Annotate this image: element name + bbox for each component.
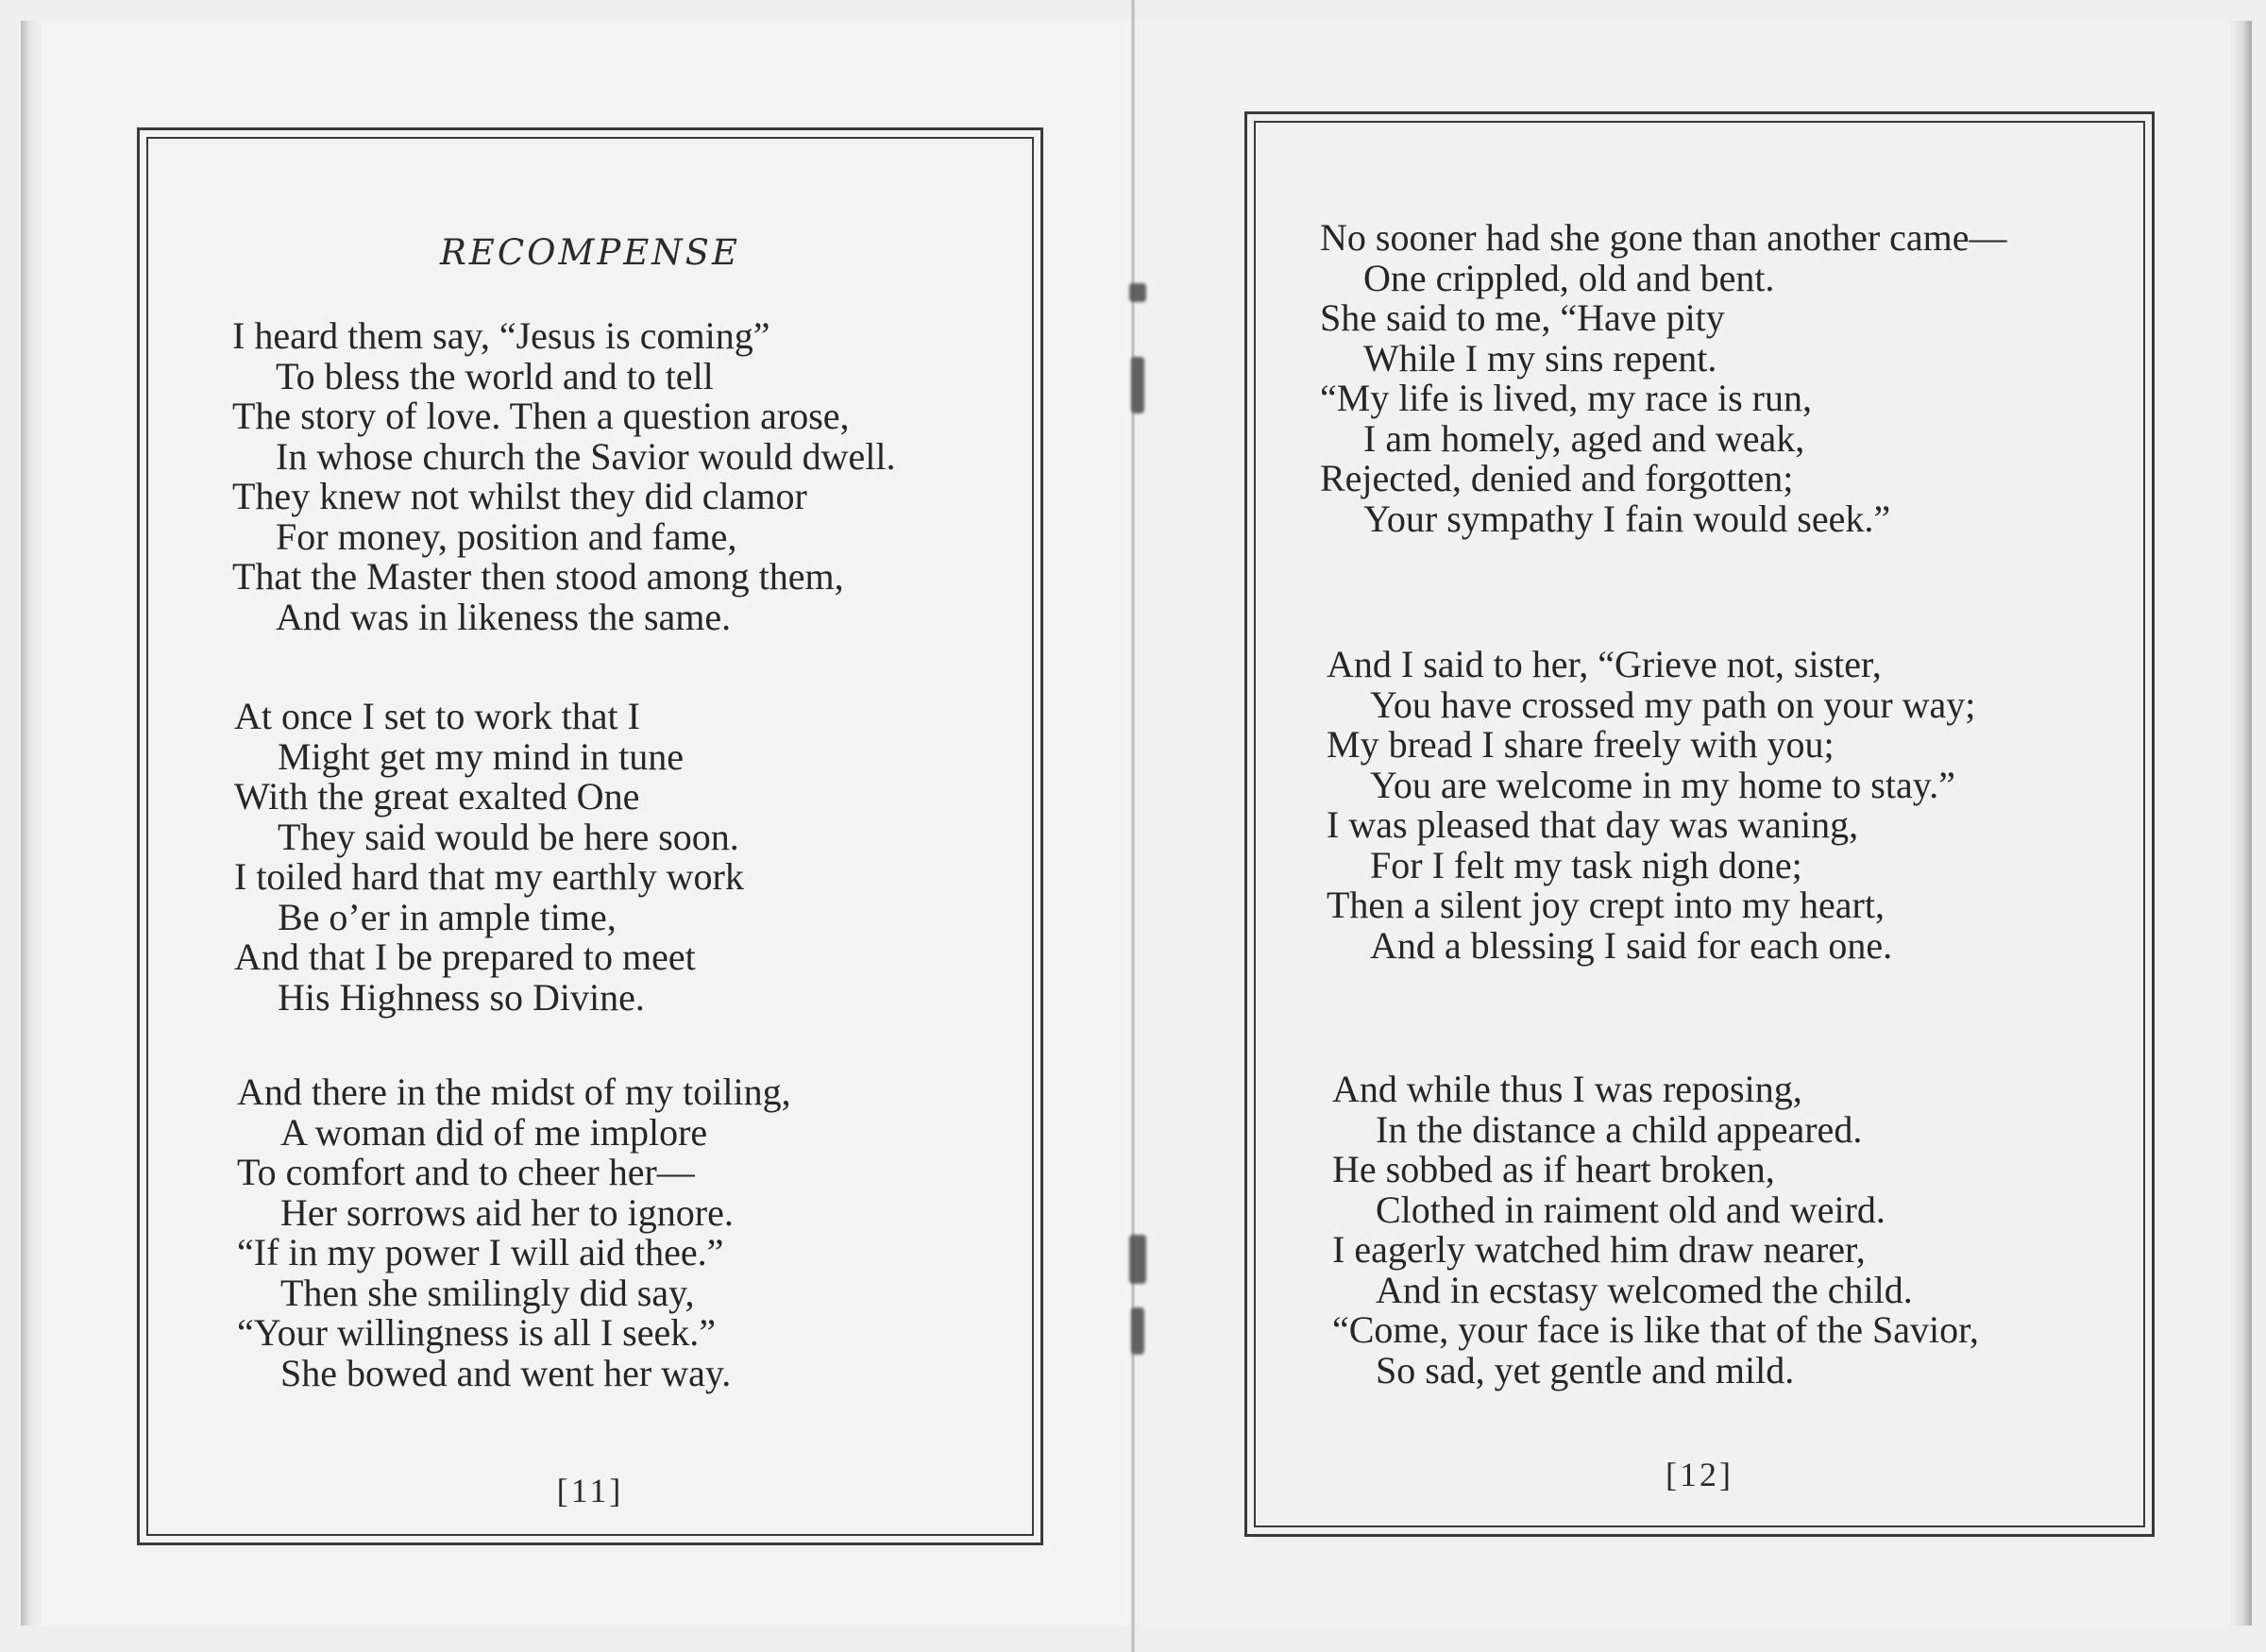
poem-line: To comfort and to cheer her— xyxy=(237,1151,695,1193)
poem-line: While I my sins repent. xyxy=(1363,336,1717,379)
poem-line: In the distance a child appeared. xyxy=(1376,1107,1863,1151)
poem-line: And that I be prepared to meet xyxy=(234,936,696,978)
poem-line: “Your willingness is all I seek.” xyxy=(237,1311,716,1354)
poem-line: I am homely, aged and weak, xyxy=(1363,416,1805,460)
right-page-edge xyxy=(2229,21,2252,1626)
poem-line: She bowed and went her way. xyxy=(280,1351,732,1394)
poem-line: I was pleased that day was waning, xyxy=(1327,803,1859,846)
left-stanza-3 xyxy=(237,1072,791,1393)
left-stanza-2 xyxy=(234,697,744,1018)
binding-mark-bottom xyxy=(1131,1307,1144,1355)
poem-line: At once I set to work that I xyxy=(234,695,640,737)
left-page-edge xyxy=(21,21,43,1626)
poem-line: “Come, your face is like that of the Savior, xyxy=(1332,1308,1979,1351)
poem-line: I toiled hard that my earthly work xyxy=(234,855,744,898)
poem-line: She said to me, “Have pity xyxy=(1320,296,1725,339)
binding-mark-top xyxy=(1129,283,1146,302)
poem-line: “If in my power I will aid thee.” xyxy=(237,1231,724,1273)
binding-staple-top xyxy=(1131,357,1144,413)
right-stanza-1 xyxy=(1320,218,2007,539)
poem-line: You have crossed my path on your way; xyxy=(1370,683,1976,726)
poem-line: “My life is lived, my race is run, xyxy=(1320,377,1812,419)
poem-line: I heard them say, “Jesus is coming” xyxy=(232,314,770,357)
page-number-left: [11] xyxy=(556,1472,624,1509)
poem-line: Then she smilingly did say, xyxy=(280,1271,695,1314)
poem-line: And I said to her, “Grieve not, sister, xyxy=(1327,643,1882,685)
poem-line: For money, position and fame, xyxy=(276,514,737,558)
poem-line: The story of love. Then a question arose, xyxy=(232,395,850,437)
poem-line: Clothed in raiment old and weird. xyxy=(1376,1188,1886,1231)
poem-line: You are welcome in my home to stay.” xyxy=(1370,763,1955,806)
page-number-right: [12] xyxy=(1666,1456,1733,1493)
binding-staple-bottom xyxy=(1129,1235,1146,1284)
left-stanza-1 xyxy=(232,316,896,637)
left-page-border xyxy=(137,127,1043,1545)
poem-line: Be o’er in ample time, xyxy=(278,895,617,938)
poem-line: In whose church the Savior would dwell. xyxy=(276,434,896,478)
poem-line: One crippled, old and bent. xyxy=(1363,256,1775,299)
poem-line: With the great exalted One xyxy=(234,775,640,818)
poem-line: For I felt my task nigh done; xyxy=(1370,843,1802,886)
poem-line: And in ecstasy welcomed the child. xyxy=(1376,1268,1913,1311)
poem-line: Your sympathy I fain would seek.” xyxy=(1363,497,1891,540)
poem-line: They knew not whilst they did clamor xyxy=(232,475,807,517)
poem-line: And a blessing I said for each one. xyxy=(1370,923,1893,967)
poem-line: So sad, yet gentle and mild. xyxy=(1376,1348,1795,1391)
poem-line: Rejected, denied and forgotten; xyxy=(1320,457,1794,499)
poem-line: That the Master then stood among them, xyxy=(232,555,844,598)
poem-line: He sobbed as if heart broken, xyxy=(1332,1148,1775,1190)
poem-line: Might get my mind in tune xyxy=(278,734,684,778)
poem-line: To bless the world and to tell xyxy=(276,354,714,397)
poem-line: And was in likeness the same. xyxy=(276,595,732,638)
poem-line: His Highness so Divine. xyxy=(278,975,645,1019)
poem-line: Her sorrows aid her to ignore. xyxy=(280,1190,734,1234)
poem-line: I eagerly watched him draw nearer, xyxy=(1332,1228,1866,1271)
poem-line: Then a silent joy crept into my heart, xyxy=(1327,884,1885,926)
poem-line: And while thus I was reposing, xyxy=(1332,1068,1802,1110)
right-stanza-2 xyxy=(1327,645,1975,966)
right-page-border xyxy=(1244,111,2155,1537)
poem-line: And there in the midst of my toiling, xyxy=(237,1070,791,1113)
poem-line: They said would be here soon. xyxy=(278,815,739,858)
poem-line: A woman did of me implore xyxy=(280,1110,708,1154)
poem-line: My bread I share freely with you; xyxy=(1327,723,1835,766)
book-gutter xyxy=(1131,0,1135,1652)
right-stanza-3 xyxy=(1332,1070,1979,1391)
poem-line: No sooner had she gone than another came— xyxy=(1320,216,2007,259)
poem-title: RECOMPENSE xyxy=(439,232,741,273)
